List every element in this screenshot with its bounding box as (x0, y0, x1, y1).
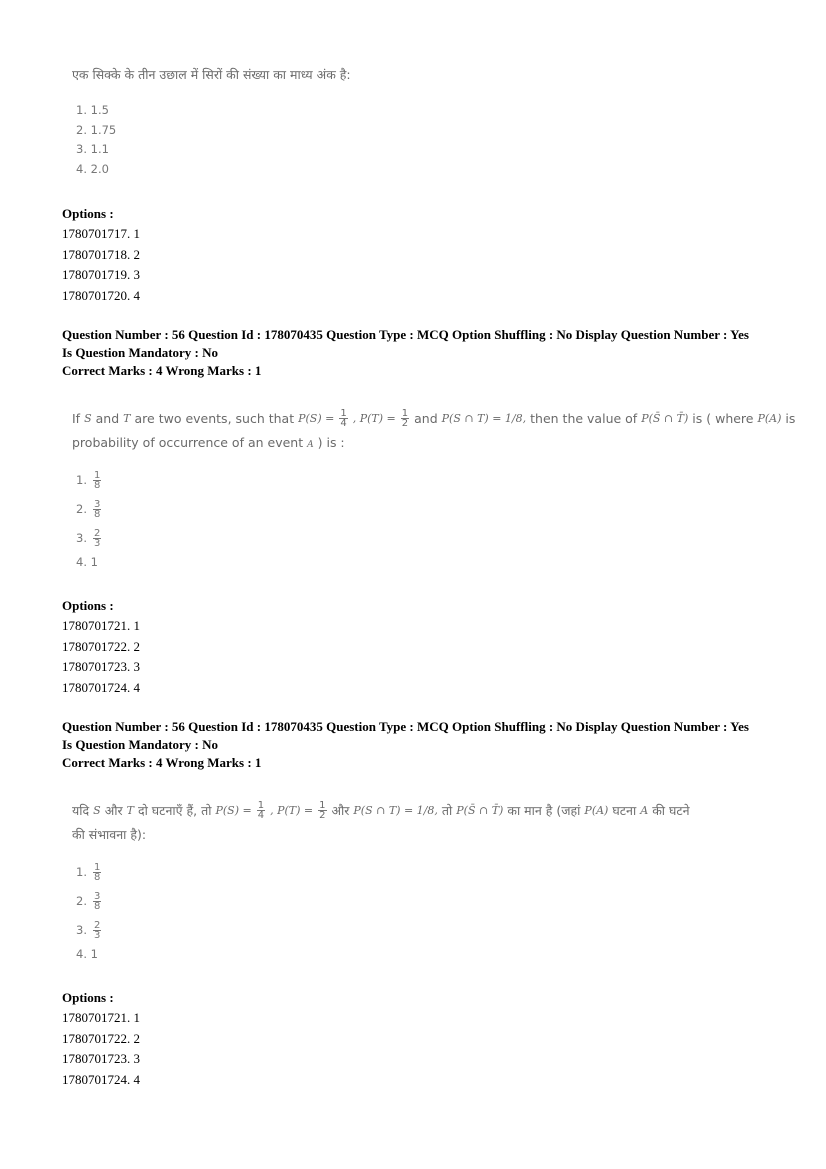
meta-line: Question Number : 56 Question Id : 178070435 Question Type : MCQ Option Shuffling : No Display Question Number : Yes (62, 719, 749, 734)
meta-line: Question Number : 56 Question Id : 178070435 Question Type : MCQ Option Shuffling : No Display Question Number : Yes (62, 327, 749, 342)
option-id: 1780701719. 3 (62, 267, 140, 282)
choice-item: 4. 2.0 (76, 161, 109, 176)
option-id: 1780701721. 1 (62, 618, 140, 633)
choice-item: 4. 1 (76, 555, 98, 569)
choice-item: 3. $\frac{2}{3}$ (76, 528, 101, 549)
question-meta (62, 718, 749, 772)
choice-item: 1. $\frac{1}{8}$ (76, 470, 101, 491)
option-id: 1780701717. 1 (62, 226, 140, 241)
option-id-list (62, 224, 140, 306)
choice-list (76, 858, 102, 963)
question-text: एक सिक्के के तीन उछाल में सिरों की संख्या का माध्य अंक है: (72, 67, 351, 82)
option-id-list (62, 1008, 140, 1090)
meta-line: Correct Marks : 4 Wrong Marks : 1 (62, 755, 262, 770)
choice-item: 1. $\frac{1}{8}$ (76, 862, 101, 883)
option-id: 1780701721. 1 (62, 1010, 140, 1025)
option-id: 1780701720. 4 (62, 287, 140, 303)
choice-item: 3. $\frac{2}{3}$ (76, 920, 101, 941)
choice-item: 2. $\frac{3}{8}$ (76, 499, 101, 520)
option-id: 1780701718. 2 (62, 246, 140, 262)
question-text: If S and T are two events, such that P(S) = $\frac{1}{4}$ , P(T) = $\frac{1}{2}$ and P(S ∩ T) = 1/8, then the value of P(S̄ ∩ T̄) is ( where P(A) is probability of occurrence of an event A ) is : (72, 407, 796, 450)
option-id: 1780701724. 4 (62, 679, 140, 695)
choice-item: 4. 1 (76, 947, 98, 961)
option-id: 1780701724. 4 (62, 1071, 140, 1087)
choice-item: 1. 1.5 (76, 103, 109, 117)
meta-line: Correct Marks : 4 Wrong Marks : 1 (62, 363, 262, 378)
choice-item: 2. 1.75 (76, 122, 117, 137)
choice-item: 3. 1.1 (76, 142, 109, 156)
choice-list (76, 466, 102, 571)
option-id: 1780701722. 2 (62, 1030, 140, 1046)
options-label: Options : (62, 206, 114, 221)
question-meta (62, 326, 749, 380)
options-label: Options : (62, 598, 114, 613)
options-label: Options : (62, 990, 114, 1005)
meta-line: Is Question Mandatory : No (62, 345, 219, 360)
option-id: 1780701722. 2 (62, 638, 140, 654)
meta-line: Is Question Mandatory : No (62, 737, 219, 752)
option-id-list (62, 616, 140, 698)
choice-list (76, 101, 116, 179)
choice-item: 2. $\frac{3}{8}$ (76, 891, 101, 912)
option-id: 1780701723. 3 (62, 1051, 140, 1066)
option-id: 1780701723. 3 (62, 659, 140, 674)
question-text: यदि S और T दो घटनाएँ हैं, तो P(S) = $\frac{1}{4}$ , P(T) = $\frac{1}{2}$ और P(S ∩ T) = 1/8, तो P(S̄ ∩ T̄) का मान है (जहां P(A) घटना A की घटने की संभावना है): (72, 799, 690, 842)
